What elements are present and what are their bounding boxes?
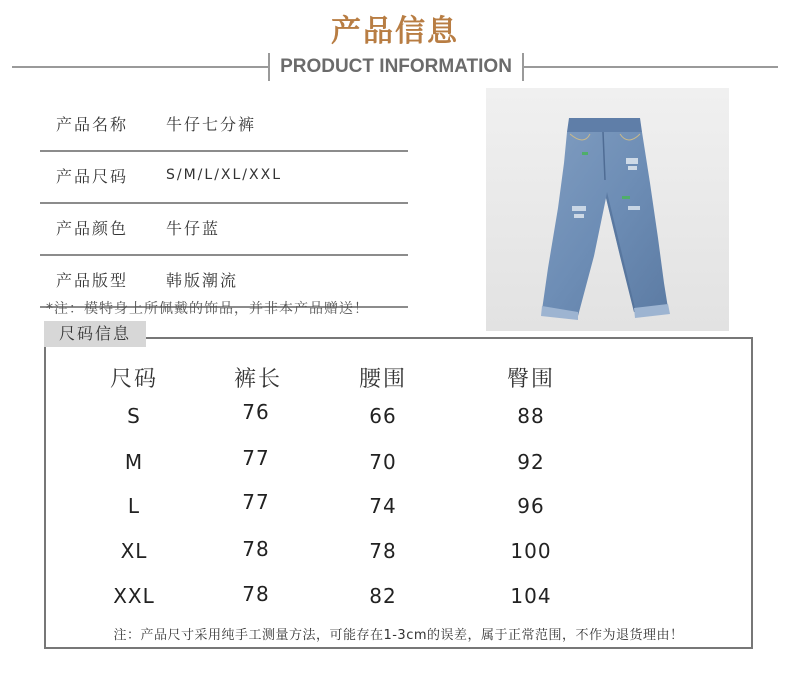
size-table-tab: 尺码信息: [44, 321, 146, 347]
title-divider-left: [12, 66, 268, 68]
header-length: 裤长: [233, 367, 282, 392]
info-value: 韩版潮流: [166, 271, 239, 290]
cell-hip: 96: [517, 494, 545, 518]
product-image: [486, 88, 729, 331]
page-subtitle: PRODUCT INFORMATION: [268, 53, 524, 81]
info-row-color: [40, 204, 408, 256]
info-label: 产品版型: [56, 271, 129, 290]
header-waist: 腰围: [358, 367, 407, 392]
cell-hip: 92: [517, 450, 545, 474]
title-divider-right: [524, 66, 778, 68]
measurement-note: 注：产品尺寸采用纯手工测量方法，可能存在1-3cm的误差，属于正常范围，不作为退货理由！: [113, 628, 684, 643]
info-label: 产品颜色: [56, 219, 129, 238]
info-row-size: [40, 152, 408, 204]
accessory-note: *注：模特身上所佩戴的饰品，并非本产品赠送！: [46, 301, 369, 317]
cell-waist: 78: [369, 539, 397, 563]
cell-waist: 82: [369, 584, 397, 608]
cell-size: L: [127, 494, 141, 518]
header-hip: 臀围: [506, 367, 555, 392]
cell-length: 78: [242, 537, 270, 561]
cell-waist: 70: [369, 450, 397, 474]
cell-length: 77: [242, 490, 270, 514]
info-value: S/M/L/XL/XXL: [166, 167, 283, 183]
cell-waist: 66: [369, 404, 397, 428]
cell-hip: 88: [517, 404, 545, 428]
cell-length: 77: [242, 446, 270, 470]
cell-waist: 74: [369, 494, 397, 518]
cell-hip: 100: [510, 539, 552, 563]
jeans-illustration: [486, 88, 729, 331]
cell-hip: 104: [510, 584, 552, 608]
cell-length: 76: [242, 400, 270, 424]
cell-length: 78: [242, 582, 270, 606]
cell-size: S: [127, 404, 141, 428]
info-value: 牛仔蓝: [166, 219, 221, 238]
cell-size: XXL: [113, 584, 155, 608]
page-title: 产品信息: [331, 14, 459, 49]
info-value: 牛仔七分裤: [166, 115, 257, 134]
info-row-name: [40, 100, 408, 152]
info-label: 产品尺码: [56, 167, 129, 186]
cell-size: M: [124, 450, 144, 474]
info-label: 产品名称: [56, 115, 129, 134]
header-size: 尺码: [109, 367, 158, 392]
cell-size: XL: [120, 539, 148, 563]
